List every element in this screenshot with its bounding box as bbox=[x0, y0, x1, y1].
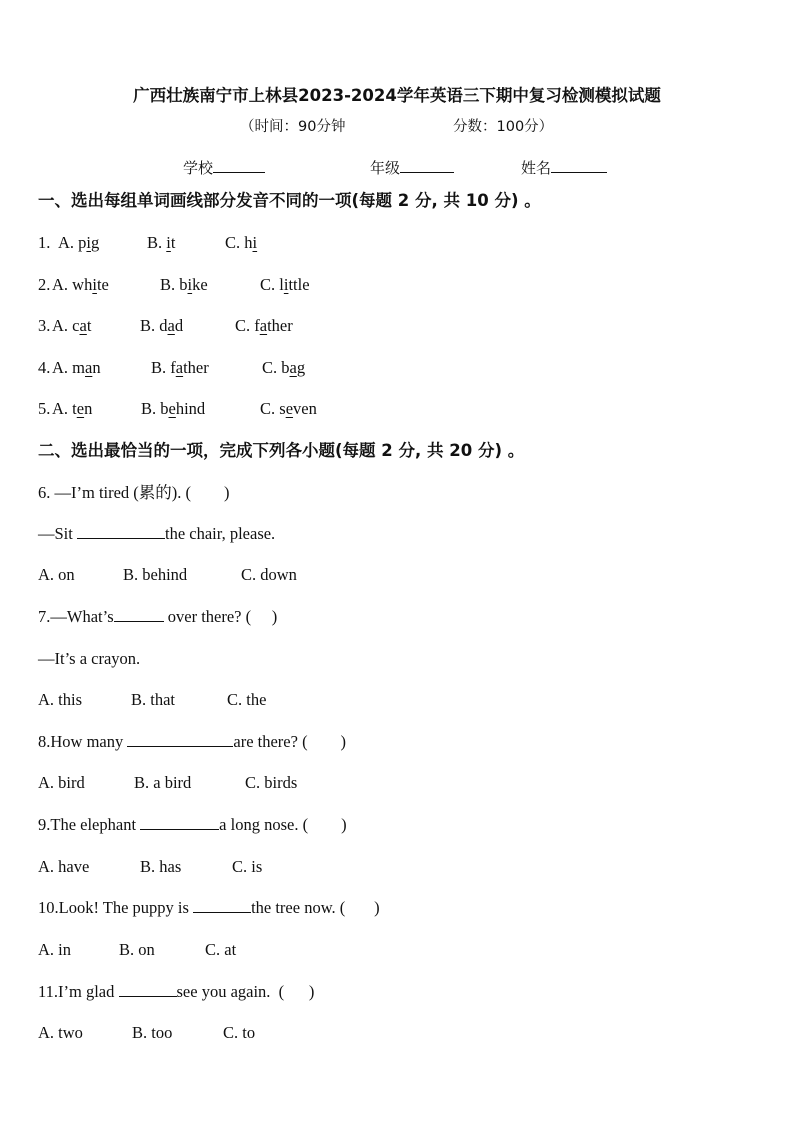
grade-label: 年级 bbox=[370, 159, 401, 177]
underlined-letter: i bbox=[187, 275, 193, 294]
question-7-blank[interactable] bbox=[114, 607, 164, 622]
question-9-text-b: a long nose. ( ) bbox=[219, 815, 347, 834]
underlined-letter: a bbox=[85, 358, 93, 377]
question-8-blank[interactable] bbox=[127, 732, 233, 747]
grade-field[interactable] bbox=[370, 158, 454, 178]
question-11-option-a[interactable]: A. two bbox=[38, 1023, 83, 1042]
question-7-text-b: over there? ( ) bbox=[163, 607, 278, 626]
question-6-stem: 6. —I’m tired (累的). ( ) bbox=[38, 483, 230, 502]
question-9-text-a: 9.The elephant bbox=[38, 815, 141, 834]
underlined-letter: e bbox=[168, 399, 176, 418]
question-7-option-b[interactable]: B. that bbox=[131, 690, 175, 709]
question-10-option-a[interactable]: A. in bbox=[38, 940, 71, 959]
underlined-letter: i bbox=[92, 275, 97, 294]
question-3-option-a[interactable]: A. cat bbox=[52, 316, 92, 335]
name-field[interactable] bbox=[521, 158, 607, 178]
question-2-option-b[interactable]: B. bike bbox=[160, 275, 208, 294]
question-10-text-a: 10.Look! The puppy is bbox=[38, 898, 194, 917]
question-6-text-a: —Sit bbox=[38, 524, 77, 543]
grade-blank[interactable] bbox=[400, 158, 454, 173]
question-6-sentence bbox=[38, 524, 275, 544]
question-11-blank[interactable] bbox=[119, 982, 177, 997]
underlined-letter: e bbox=[285, 399, 294, 418]
underlined-letter: a bbox=[79, 316, 87, 335]
question-1-number: 1. bbox=[38, 233, 55, 252]
question-3-option-b[interactable]: B. dad bbox=[140, 316, 184, 335]
question-11-option-b[interactable]: B. too bbox=[132, 1023, 173, 1042]
question-9-blank[interactable] bbox=[140, 815, 219, 830]
underlined-letter: i bbox=[86, 233, 92, 252]
question-8-text-a: 8.How many bbox=[38, 732, 128, 751]
question-7-answer-line: —It’s a crayon. bbox=[38, 649, 141, 668]
question-7-text-a: 7.—What’s bbox=[38, 607, 114, 626]
question-6-text-b: the chair, please. bbox=[164, 524, 276, 543]
question-11-text-a: 11.I’m glad bbox=[38, 982, 119, 1001]
question-8-text-b: are there? ( ) bbox=[233, 732, 347, 751]
question-5-option-c[interactable]: C. seven bbox=[260, 399, 317, 418]
question-2-option-c[interactable]: C. little bbox=[260, 275, 310, 294]
question-4-option-b[interactable]: B. father bbox=[151, 358, 209, 377]
question-1-option-a[interactable]: A. pig bbox=[58, 233, 100, 252]
underlined-letter: e bbox=[76, 399, 85, 418]
question-6-option-c[interactable]: C. down bbox=[241, 565, 297, 584]
question-11-text-b: see you again. ( ) bbox=[176, 982, 315, 1001]
question-9-option-c[interactable]: C. is bbox=[232, 857, 263, 876]
underlined-letter: a bbox=[289, 358, 297, 377]
question-2-option-a[interactable]: A. white bbox=[52, 275, 109, 294]
time-label: （时间：90分钟 bbox=[240, 119, 346, 135]
question-3-number: 3. bbox=[38, 316, 51, 335]
question-4-number: 4. bbox=[38, 358, 51, 377]
question-5-option-b[interactable]: B. behind bbox=[141, 399, 206, 418]
question-8-option-c[interactable]: C. birds bbox=[245, 773, 298, 792]
question-3-option-c[interactable]: C. father bbox=[235, 316, 293, 335]
underlined-letter: i bbox=[283, 275, 289, 294]
question-8-option-b[interactable]: B. a bird bbox=[134, 773, 192, 792]
question-9-stem bbox=[38, 815, 347, 835]
question-11-option-c[interactable]: C. to bbox=[223, 1023, 256, 1042]
section1-heading: 一、选出每组单词画线部分发音不同的一项(每题 2 分, 共 10 分) 。 bbox=[38, 191, 541, 210]
question-10-blank[interactable] bbox=[193, 898, 251, 913]
question-5-number: 5. bbox=[38, 399, 51, 418]
question-10-option-c[interactable]: C. at bbox=[205, 940, 237, 959]
page-title: 广西壮族南宁市上林县2023-2024学年英语三下期中复习检测模拟试题 bbox=[133, 86, 661, 105]
question-10-text-b: the tree now. ( ) bbox=[251, 898, 380, 917]
question-7-option-c[interactable]: C. the bbox=[227, 690, 267, 709]
question-6-blank[interactable] bbox=[77, 524, 165, 539]
question-1-option-b[interactable]: B. it bbox=[147, 233, 176, 252]
question-4-option-a[interactable]: A. man bbox=[52, 358, 101, 377]
question-7-option-a[interactable]: A. this bbox=[38, 690, 83, 709]
question-2-number: 2. bbox=[38, 275, 51, 294]
school-label: 学校 bbox=[183, 159, 214, 177]
underlined-letter: a bbox=[175, 358, 184, 377]
question-8-stem bbox=[38, 732, 346, 752]
underlined-letter: a bbox=[259, 316, 268, 335]
underlined-letter: i bbox=[252, 233, 258, 252]
underlined-letter: a bbox=[167, 316, 175, 335]
question-4-option-c[interactable]: C. bag bbox=[262, 358, 306, 377]
school-blank[interactable] bbox=[213, 158, 265, 173]
question-9-option-a[interactable]: A. have bbox=[38, 857, 90, 876]
question-10-option-b[interactable]: B. on bbox=[119, 940, 155, 959]
question-6-option-a[interactable]: A. on bbox=[38, 565, 75, 584]
question-7-stem bbox=[38, 607, 277, 627]
question-10-stem bbox=[38, 898, 380, 918]
name-label: 姓名 bbox=[521, 159, 552, 177]
school-field[interactable] bbox=[183, 158, 265, 178]
underlined-letter: i bbox=[166, 233, 171, 252]
question-11-stem bbox=[38, 982, 314, 1002]
section2-heading: 二、选出最恰当的一项，完成下列各小题(每题 2 分, 共 20 分) 。 bbox=[38, 441, 525, 460]
question-1-option-c[interactable]: C. hi bbox=[225, 233, 258, 252]
question-6-option-b[interactable]: B. behind bbox=[123, 565, 188, 584]
question-9-option-b[interactable]: B. has bbox=[140, 857, 182, 876]
score-label: 分数：100分） bbox=[453, 119, 554, 135]
question-5-option-a[interactable]: A. ten bbox=[52, 399, 93, 418]
name-blank[interactable] bbox=[551, 158, 607, 173]
question-8-option-a[interactable]: A. bird bbox=[38, 773, 85, 792]
